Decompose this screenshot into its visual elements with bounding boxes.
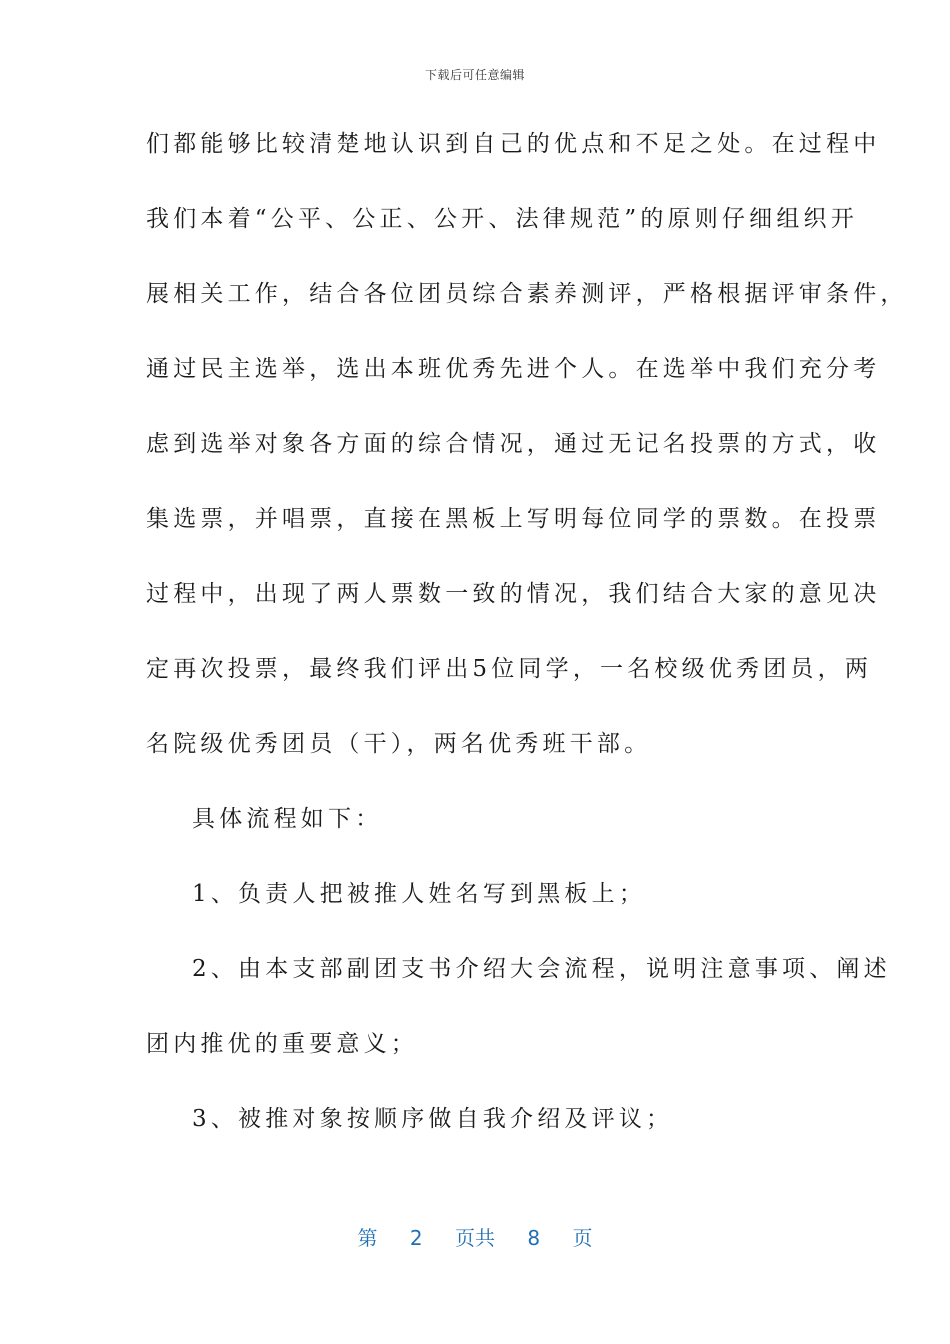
paragraph-line: 过程中，出现了两人票数一致的情况，我们结合大家的意见决 — [146, 581, 881, 607]
paragraph-line: 展相关工作，结合各位团员综合素养测评，严格根据评审条件， — [146, 281, 908, 307]
list-item-1: 1、负责人把被推人姓名写到黑板上； — [192, 881, 647, 907]
paragraph-line: 名院级优秀团员（干），两名优秀班干部。 — [146, 731, 652, 757]
paragraph-line: 集选票，并唱票，直接在黑板上写明每位同学的票数。在投票 — [146, 506, 881, 532]
paragraph-line: 虑到选举对象各方面的综合情况，通过无记名投票的方式，收 — [146, 431, 881, 457]
page-header: 下载后可任意编辑 — [424, 68, 525, 82]
document-body — [146, 118, 908, 1168]
paragraph-line: 定再次投票，最终我们评出5位同学，一名校级优秀团员，两 — [146, 656, 873, 682]
section-intro-line: 具体流程如下： — [192, 806, 383, 832]
paragraph-line: 们都能够比较清楚地认识到自己的优点和不足之处。在过程中 — [146, 131, 881, 157]
page-footer — [0, 1222, 950, 1251]
total-pages-number: 8 — [527, 1226, 541, 1250]
list-item-2-continued: 团内推优的重要意义； — [146, 1031, 418, 1057]
list-item-3: 3、被推对象按顺序做自我介绍及评议； — [192, 1106, 674, 1132]
footer-prefix: 第 — [357, 1226, 378, 1250]
paragraph-line: 通过民主选举，选出本班优秀先进个人。在选举中我们充分考 — [146, 356, 881, 382]
list-item-2: 2、由本支部副团支书介绍大会流程，说明注意事项、阐述 — [192, 956, 891, 982]
footer-middle: 页共 — [455, 1226, 495, 1250]
current-page-number: 2 — [409, 1226, 423, 1250]
paragraph-line: 我们本着“公平、公正、公开、法律规范”的原则仔细组织开 — [146, 206, 858, 232]
footer-suffix: 页 — [572, 1226, 593, 1250]
